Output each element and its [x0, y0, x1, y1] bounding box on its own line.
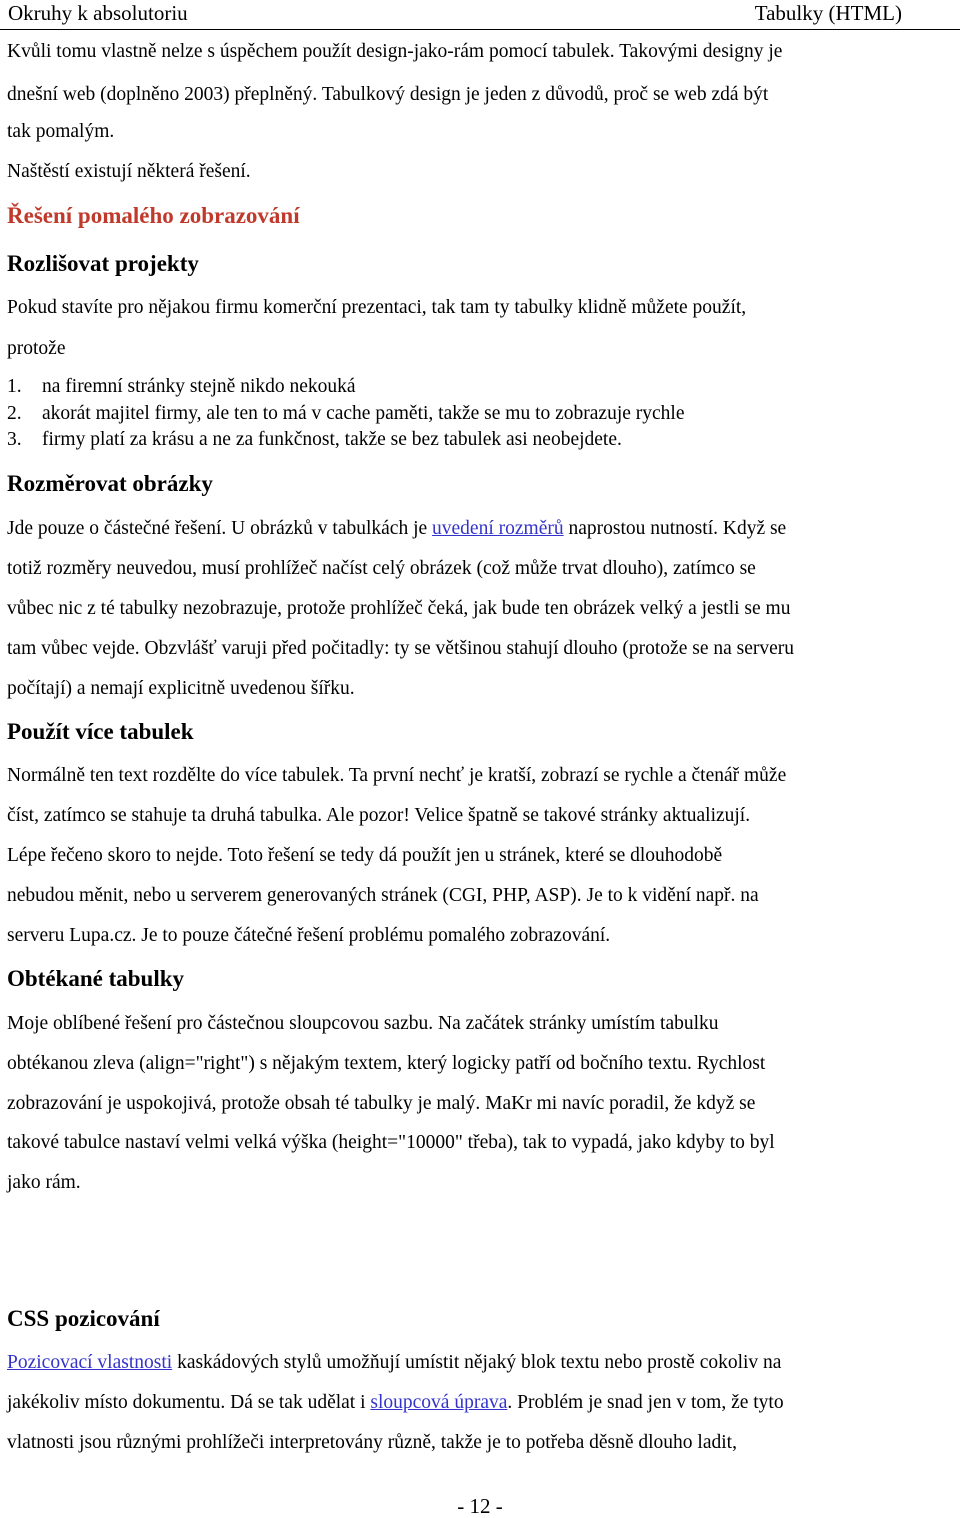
list-number: 1.	[7, 376, 22, 397]
heading-rozlisovat-projekty: Rozlišovat projekty	[7, 251, 199, 276]
page-header	[0, 0, 960, 31]
link-uvedeni-rozmeru[interactable]: uvedení rozměrů	[432, 518, 564, 539]
paragraph-line: Kvůli tomu vlastně nelze s úspěchem použít design-jako-rám pomocí tabulek. Takovými designy je	[7, 41, 783, 62]
heading-css-pozicovani: CSS pozicování	[7, 1306, 160, 1331]
text-run: naprostou nutností. Když se	[563, 518, 787, 539]
list-item	[7, 375, 356, 399]
list-number: 2.	[7, 403, 22, 424]
paragraph-line: číst, zatímco se stahuje ta druhá tabulka. Ale pozor! Velice špatně se takové stránky aktualizují.	[7, 805, 751, 826]
paragraph-line: vlatnosti jsou různými prohlížeči interpretovány různě, takže je to potřeba děsně dlouho ladit,	[7, 1432, 737, 1453]
list-item	[7, 402, 685, 426]
section-heading-red: Řešení pomalého zobrazování	[7, 203, 300, 228]
heading-rozmerovat-obrazky: Rozměrovat obrázky	[7, 471, 213, 496]
paragraph-line	[7, 517, 786, 541]
paragraph-line: tak pomalým.	[7, 121, 115, 142]
heading-pouzit-vice-tabulek: Použít více tabulek	[7, 719, 194, 744]
paragraph-line: serveru Lupa.cz. Je to pouze čátečné řešení problému pomalého zobrazování.	[7, 925, 611, 946]
list-text: na firemní stránky stejně nikdo nekouká	[42, 376, 356, 397]
link-pozicovaci-vlastnosti[interactable]: Pozicovací vlastnosti	[7, 1352, 173, 1373]
list-text: firmy platí za krásu a ne za funkčnost, takže se bez tabulek asi neobejdete.	[42, 429, 622, 450]
list-item	[7, 428, 622, 452]
paragraph-line: obtékanou zleva (align="right") s nějakým textem, který logicky patří od bočního textu. Rychlost	[7, 1053, 766, 1074]
paragraph-line: zobrazování je uspokojivá, protože obsah té tabulky je malý. MaKr mi navíc poradil, že když se	[7, 1093, 756, 1114]
heading-obtekane-tabulky: Obtékané tabulky	[7, 966, 185, 991]
paragraph-line: takové tabulce nastaví velmi velká výška (height="10000" třeba), tak to vypadá, jako kdyby to byl	[7, 1132, 775, 1153]
page-number: - 12 -	[457, 1494, 503, 1518]
link-sloupcova-uprava[interactable]: sloupcová úprava	[370, 1392, 508, 1413]
text-run: kaskádových stylů umožňují umístit nějaký blok textu nebo prostě cokoliv na	[172, 1352, 782, 1373]
paragraph-line	[7, 1351, 781, 1375]
paragraph-line: Moje oblíbené řešení pro částečnou sloupcovou sazbu. Na začátek stránky umístím tabulku	[7, 1013, 719, 1034]
list-text: akorát majitel firmy, ale ten to má v cache paměti, takže se mu to zobrazuje rychle	[42, 403, 685, 424]
list-number: 3.	[7, 429, 22, 450]
paragraph-line: totiž rozměry neuvedou, musí prohlížeč načíst celý obrázek (což může trvat dlouho), zatímco se	[7, 558, 756, 579]
paragraph-line: nebudou měnit, nebo u serverem generovaných stránek (CGI, PHP, ASP). Je to k vidění např. na	[7, 885, 759, 906]
header-right: Tabulky (HTML)	[754, 1, 902, 25]
paragraph-line: dnešní web (doplněno 2003) přeplněný. Tabulkový design je jeden z důvodů, proč se web zdá být	[7, 84, 769, 105]
text-run: jakékoliv místo dokumentu. Dá se tak udělat i	[7, 1392, 371, 1413]
paragraph-line: protože	[7, 338, 66, 359]
paragraph-line: tam vůbec vejde. Obzvlášť varuji před počitadly: ty se většinou stahují dlouho (protože se na serveru	[7, 638, 795, 659]
paragraph-line: Lépe řečeno skoro to nejde. Toto řešení se tedy dá použít jen u stránek, které se dlouhodobě	[7, 845, 723, 866]
paragraph-line: Naštěstí existují některá řešení.	[7, 161, 251, 182]
header-left: Okruhy k absolutoriu	[8, 1, 188, 25]
paragraph-line: počítají) a nemají explicitně uvedenou šířku.	[7, 678, 355, 699]
text-run: . Problém je snad jen v tom, že tyto	[507, 1392, 784, 1413]
header-rule	[0, 29, 960, 30]
paragraph-line: jako rám.	[7, 1172, 81, 1193]
paragraph-line: Normálně ten text rozdělte do více tabulek. Ta první nechť je kratší, zobrazí se rychle a čtenář může	[7, 765, 787, 786]
paragraph-line: vůbec nic z té tabulky nezobrazuje, protože prohlížeč čeká, jak bude ten obrázek velký a jestli se mu	[7, 598, 791, 619]
paragraph-line	[7, 1391, 784, 1415]
paragraph-line: Pokud stavíte pro nějakou firmu komerční prezentaci, tak tam ty tabulky klidně můžete použít,	[7, 297, 747, 318]
text-run: Jde pouze o částečné řešení. U obrázků v tabulkách je	[7, 518, 433, 539]
